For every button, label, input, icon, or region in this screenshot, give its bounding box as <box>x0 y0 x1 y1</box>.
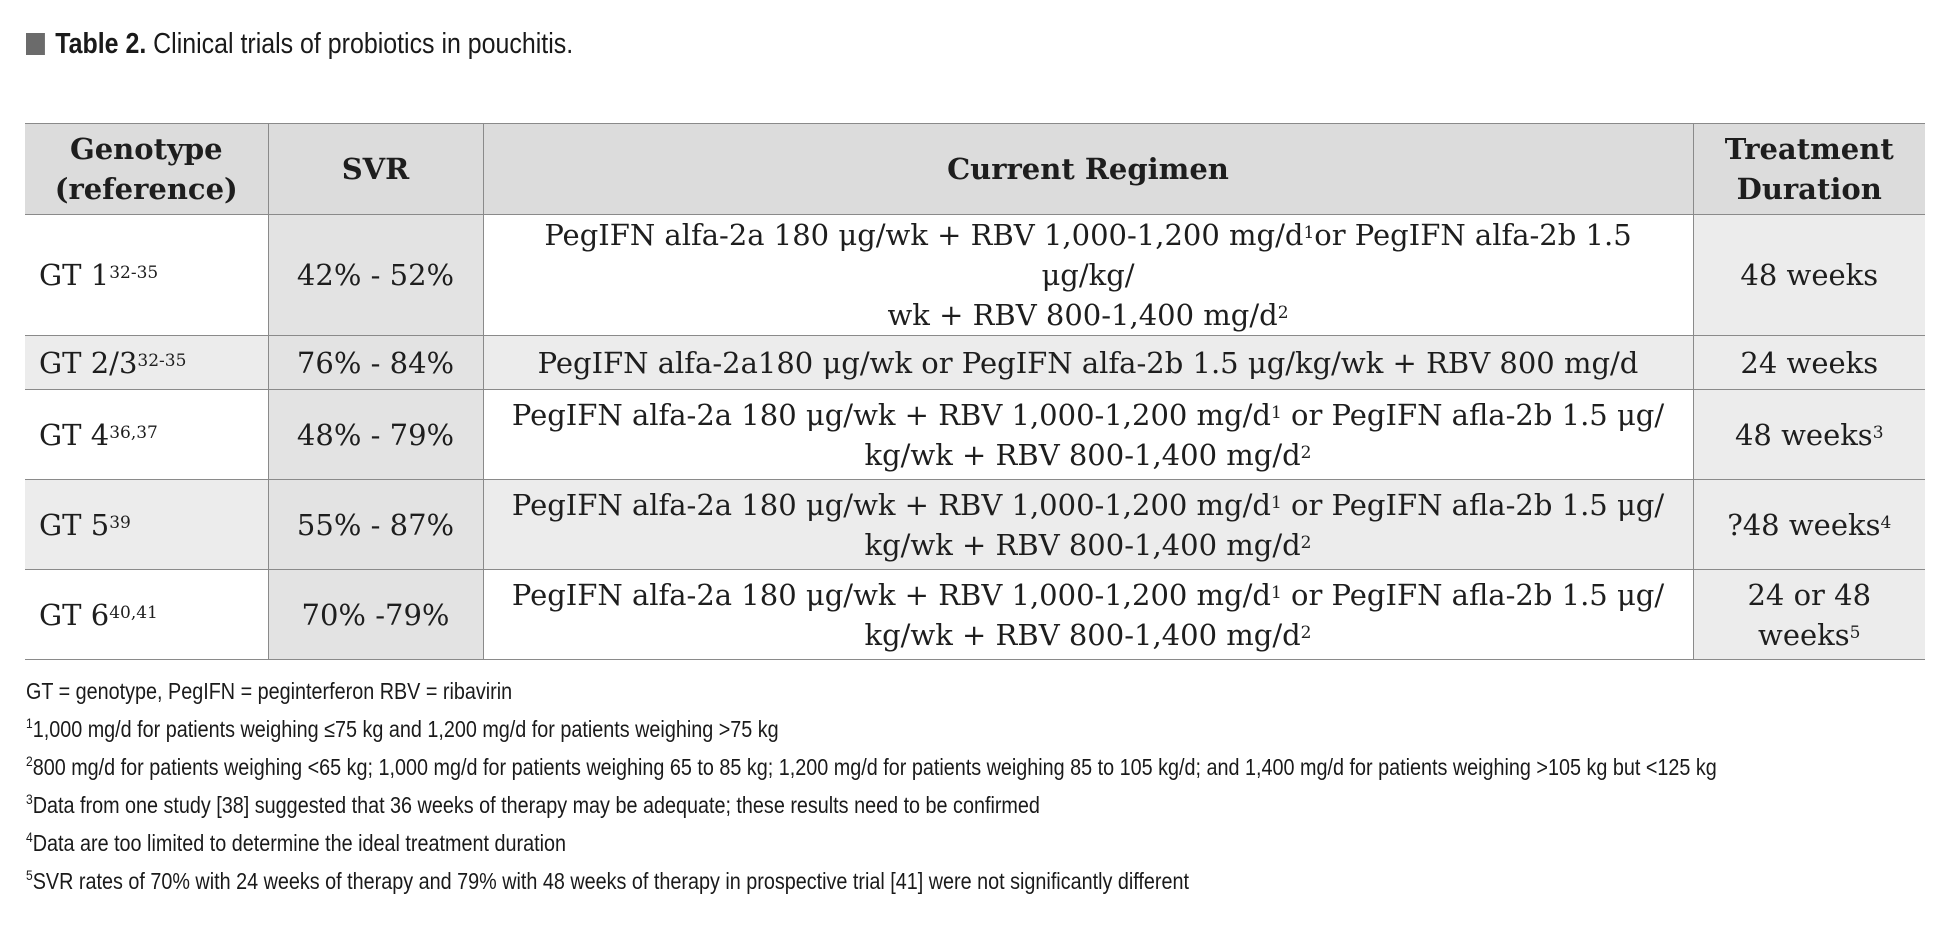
table-row <box>25 390 1925 480</box>
genotype-cell: GT 1$^{32-35}$ <box>25 215 268 336</box>
svr-cell: 76% - 84% <box>268 336 483 390</box>
footnote-5: $^5$SVR rates of 70% with 24 weeks of therapy and 79% with 48 weeks of therapy in prospective trial [41] were not significantly different <box>26 867 1189 894</box>
svr-cell: 48% - 79% <box>268 390 483 480</box>
regimen-cell: PegIFN alfa-2a 180 μg/wk + RBV 1,000-1,200 $mg/d^1or$ PegIFN alfa-2b 1.5 μg/kg/ wk + RBV 800-1,400 $mg/d^2$ <box>483 215 1693 336</box>
genotype-cell: GT 2/3$^{32-35}$ <box>25 336 268 390</box>
header-row <box>25 124 1925 215</box>
header-duration: Treatment Duration <box>1693 124 1925 215</box>
genotype-cell: GT 4$^{36,37}$ <box>25 390 268 480</box>
table-row <box>25 336 1925 390</box>
regimen-cell: PegIFN alfa-2a180 μg/wk or PegIFN alfa-2b 1.5 μg/kg/wk + RBV 800 mg/d <box>483 336 1693 390</box>
header-svr: SVR <box>268 124 483 215</box>
table-row <box>25 215 1925 336</box>
table-footnotes <box>26 672 1926 900</box>
footnote-4: $^4$Data are too limited to determine the ideal treatment duration <box>26 829 566 856</box>
duration-cell: 24 or 48 weeks$^5$ <box>1693 570 1925 660</box>
header-genotype: Genotype (reference) <box>25 124 268 215</box>
caption-square-icon <box>26 33 45 55</box>
footnote-2: $^2$800 mg/d for patients weighing <65 kg; 1,000 mg/d for patients weighing 65 to 85 kg; 1,200 mg/d for patients weighing 85 to 105 kg/d; and 1,400 mg/d for patients weighing >105 kg but <125 kg <box>26 753 1717 780</box>
caption-label: Table 2. <box>55 27 147 60</box>
table-row <box>25 570 1925 660</box>
duration-cell: 48 weeks <box>1693 215 1925 336</box>
svr-cell: 42% - 52% <box>268 215 483 336</box>
duration-cell: 24 weeks <box>1693 336 1925 390</box>
footnote-1: $^1$1,000 mg/d for patients weighing ≤75 kg and 1,200 mg/d for patients weighing >75 kg <box>26 715 779 742</box>
regimen-cell: PegIFN alfa-2a 180 μg/wk + RBV 1,000-1,200 $mg/d^1$ or PegIFN afla-2b 1.5 μg/ kg/wk + RBV 800-1,400 $mg/d^2$ <box>483 480 1693 570</box>
footnote-3: $^3$Data from one study [38] suggested that 36 weeks of therapy may be adequate; these results need to be confirmed <box>26 791 1040 818</box>
svr-cell: 55% - 87% <box>268 480 483 570</box>
svr-cell: 70% -79% <box>268 570 483 660</box>
duration-cell: ?48 weeks$^4$ <box>1693 480 1925 570</box>
table-caption <box>26 26 573 62</box>
genotype-regimen-table <box>25 123 1925 660</box>
genotype-cell: GT $5^{39}$ <box>25 480 268 570</box>
regimen-cell: PegIFN alfa-2a 180 μg/wk + RBV 1,000-1,200 $mg/d^1$ or PegIFN afla-2b 1.5 μg/ kg/wk + RBV 800-1,400 $mg/d^2$ <box>483 390 1693 480</box>
duration-cell: 48 weeks$^3$ <box>1693 390 1925 480</box>
caption-text: Clinical trials of probiotics in pouchitis. <box>153 27 574 60</box>
regimen-cell: PegIFN alfa-2a 180 μg/wk + RBV 1,000-1,200 $mg/d^1$ or PegIFN afla-2b 1.5 μg/ kg/wk + RBV 800-1,400 $mg/d^2$ <box>483 570 1693 660</box>
table-row <box>25 480 1925 570</box>
header-regimen: Current Regimen <box>483 124 1693 215</box>
genotype-cell: GT 6$^{40,41}$ <box>25 570 268 660</box>
footnote-abbreviations: GT = genotype, PegIFN = peginterferon RBV = ribavirin <box>26 678 513 704</box>
